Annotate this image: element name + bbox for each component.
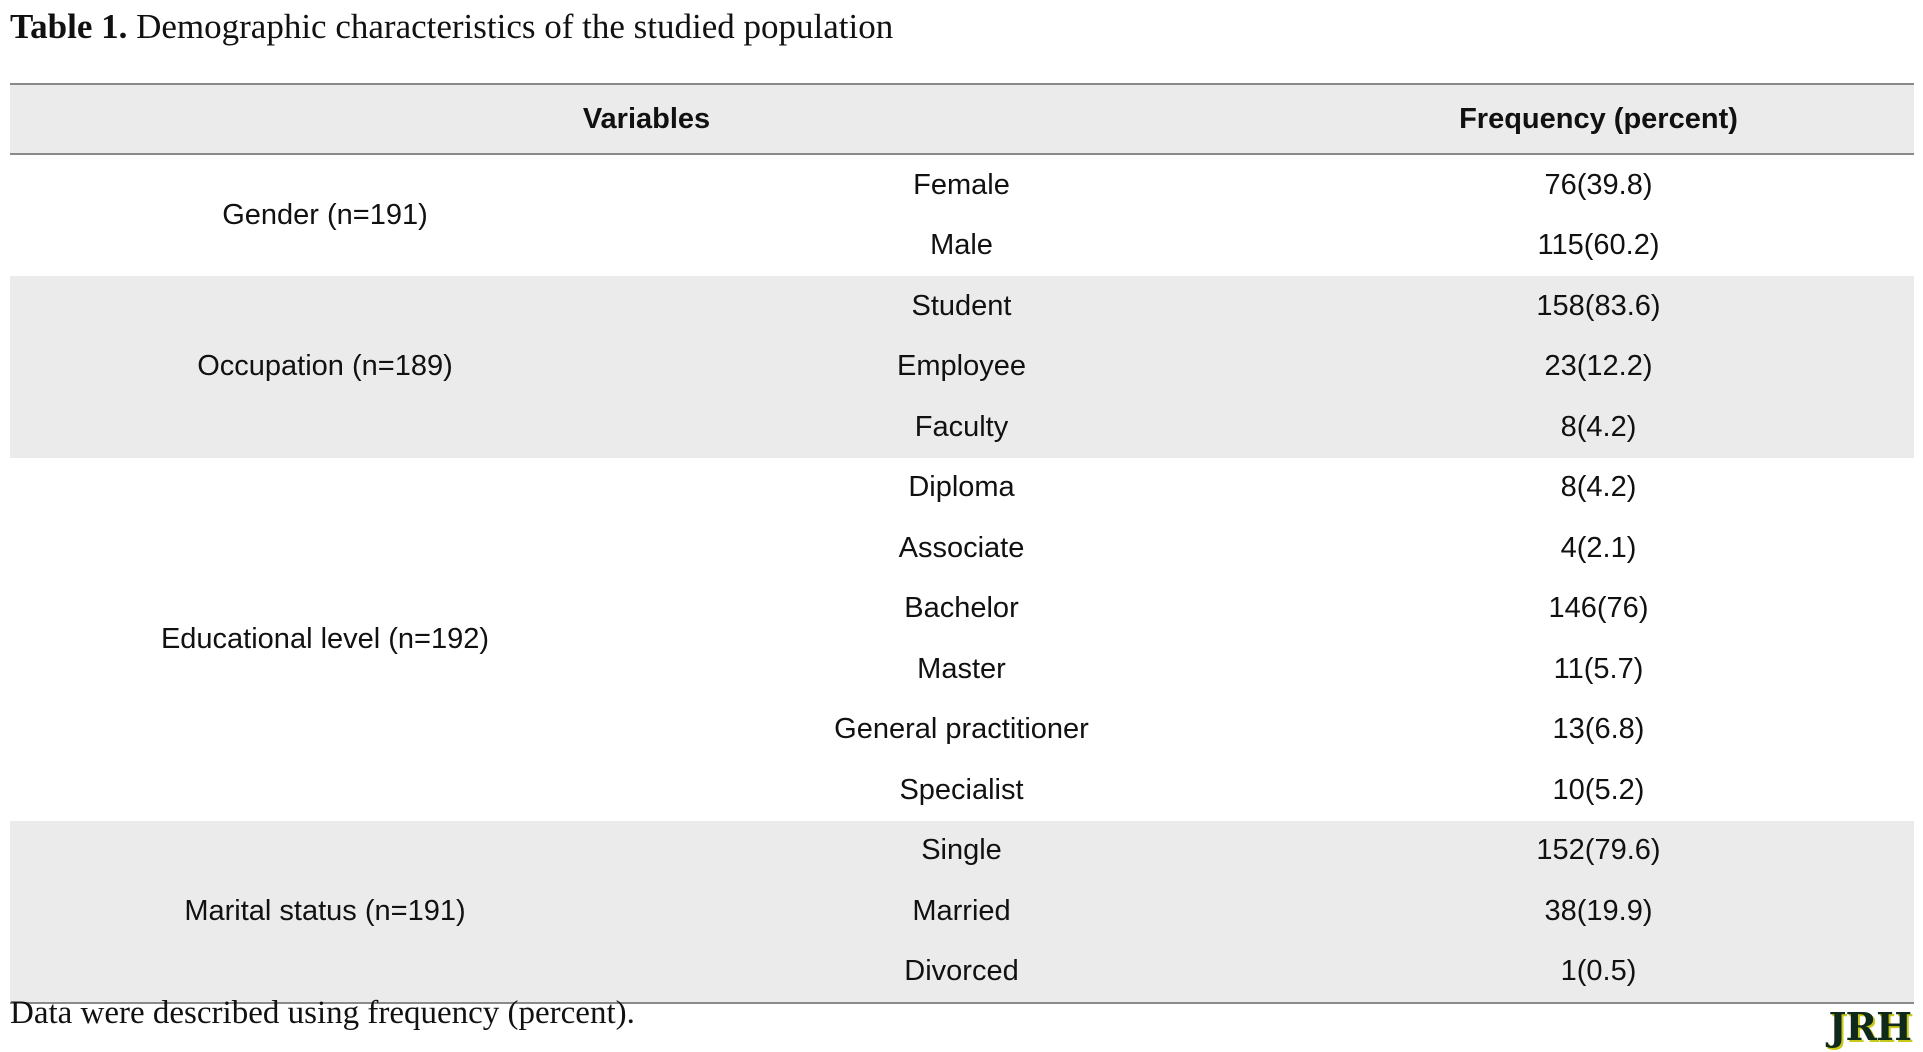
category-cell: Faculty <box>640 397 1283 458</box>
frequency-cell: 158(83.6) <box>1283 276 1914 337</box>
category-cell: Associate <box>898 531 1025 564</box>
table-row <box>10 821 1914 882</box>
category-cell: Female <box>913 168 1010 201</box>
frequency-cell: 115(60.2) <box>1537 229 1660 262</box>
table-footnote: Data were described using frequency (percent). <box>10 995 635 1031</box>
frequency-cell: 146(76) <box>1548 592 1649 625</box>
category-cell: Student <box>640 276 1283 337</box>
category-cell: Diploma <box>908 471 1015 504</box>
frequency-cell: 4(2.1) <box>1560 531 1637 564</box>
frequency-cell: 76(39.8) <box>1544 168 1653 201</box>
category-cell: Bachelor <box>904 592 1019 625</box>
table-container <box>10 83 1914 1004</box>
frequency-cell: 8(4.2) <box>1283 397 1914 458</box>
table-row <box>10 276 1914 337</box>
table-row <box>10 154 1914 216</box>
journal-logo: JRH <box>1828 1004 1911 1049</box>
caption-label: Table 1. <box>10 7 128 46</box>
frequency-cell: 38(19.9) <box>1283 881 1914 942</box>
frequency-cell: 23(12.2) <box>1283 337 1914 398</box>
frequency-cell: 11(5.7) <box>1553 652 1644 685</box>
table-row <box>10 458 1914 519</box>
header-variables: Variables <box>10 84 1283 154</box>
category-cell: Specialist <box>899 773 1024 806</box>
variable-group-cell: Occupation (n=189) <box>10 276 640 458</box>
table-body <box>10 154 1914 1003</box>
frequency-cell: 10(5.2) <box>1552 773 1645 806</box>
caption-text: Demographic characteristics of the studied population <box>136 7 894 46</box>
category-cell: Married <box>640 881 1283 942</box>
demographics-table <box>10 83 1914 1004</box>
header-frequency: Frequency (percent) <box>1283 84 1914 154</box>
table-header-row <box>10 84 1914 154</box>
category-cell: General practitioner <box>834 713 1089 746</box>
frequency-cell: 1(0.5) <box>1283 942 1914 1004</box>
variable-group-cell: Gender (n=191) <box>222 199 428 231</box>
frequency-cell: 13(6.8) <box>1552 713 1645 746</box>
table-caption <box>10 6 893 48</box>
category-cell: Male <box>930 229 993 262</box>
category-cell: Employee <box>640 337 1283 398</box>
variable-group-cell: Marital status (n=191) <box>10 821 640 1004</box>
category-cell: Single <box>640 821 1283 882</box>
category-cell: Divorced <box>640 942 1283 1004</box>
frequency-cell: 152(79.6) <box>1283 821 1914 882</box>
variable-group-cell: Educational level (n=192) <box>160 622 490 655</box>
frequency-cell: 8(4.2) <box>1560 471 1637 504</box>
category-cell: Master <box>917 652 1006 685</box>
